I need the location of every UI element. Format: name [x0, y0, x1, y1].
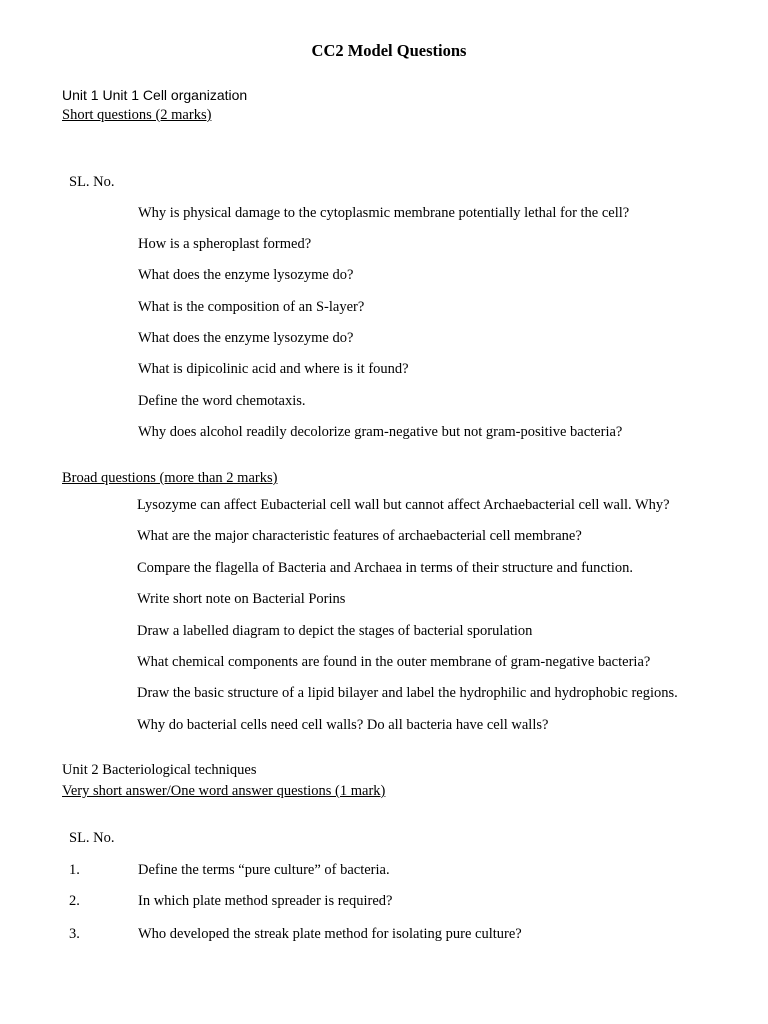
question-number: 2. — [69, 893, 80, 909]
list-item: What does the enzyme lysozyme do? — [138, 267, 354, 283]
list-item: What is dipicolinic acid and where is it found? — [138, 361, 409, 377]
list-item: Why do bacterial cells need cell walls? Do all bacteria have cell walls? — [137, 717, 549, 733]
unit1-heading: Unit 1 Unit 1 Cell organization — [62, 87, 248, 103]
unit2-heading: Unit 2 Bacteriological techniques — [62, 762, 257, 778]
list-item: Define the terms “pure culture” of bacteria. — [138, 862, 390, 878]
list-item: What is the composition of an S-layer? — [138, 299, 365, 315]
list-item: What are the major characteristic features of archaebacterial cell membrane? — [137, 528, 582, 544]
list-item: Why does alcohol readily decolorize gram-negative but not gram-positive bacteria? — [138, 424, 623, 440]
list-item: Who developed the streak plate method for isolating pure culture? — [138, 926, 522, 942]
list-item: How is a spheroplast formed? — [138, 236, 312, 252]
list-item: Draw the basic structure of a lipid bilayer and label the hydrophilic and hydrophobic regions. — [137, 685, 678, 701]
sl-no-label: SL. No. — [69, 830, 115, 846]
list-item: Write short note on Bacterial Porins — [137, 591, 346, 607]
question-number: 3. — [69, 926, 80, 942]
short-questions-heading: Short questions (2 marks) — [62, 107, 212, 123]
sl-no-label: SL. No. — [69, 174, 115, 190]
page-title: CC2 Model Questions — [311, 41, 467, 60]
list-item: What does the enzyme lysozyme do? — [138, 330, 354, 346]
list-item: In which plate method spreader is required? — [138, 893, 393, 909]
question-number: 1. — [69, 862, 80, 878]
list-item: Define the word chemotaxis. — [138, 393, 306, 409]
list-item: Compare the flagella of Bacteria and Archaea in terms of their structure and function. — [137, 560, 634, 576]
list-item: Lysozyme can affect Eubacterial cell wall but cannot affect Archaebacterial cell wall. Why? — [137, 497, 670, 513]
broad-questions-heading: Broad questions (more than 2 marks) — [62, 470, 278, 486]
list-item: What chemical components are found in the outer membrane of gram-negative bacteria? — [137, 654, 651, 670]
list-item: Draw a labelled diagram to depict the stages of bacterial sporulation — [137, 623, 533, 639]
list-item: Why is physical damage to the cytoplasmic membrane potentially lethal for the cell? — [138, 205, 630, 221]
very-short-questions-heading: Very short answer/One word answer questions (1 mark) — [62, 783, 386, 799]
